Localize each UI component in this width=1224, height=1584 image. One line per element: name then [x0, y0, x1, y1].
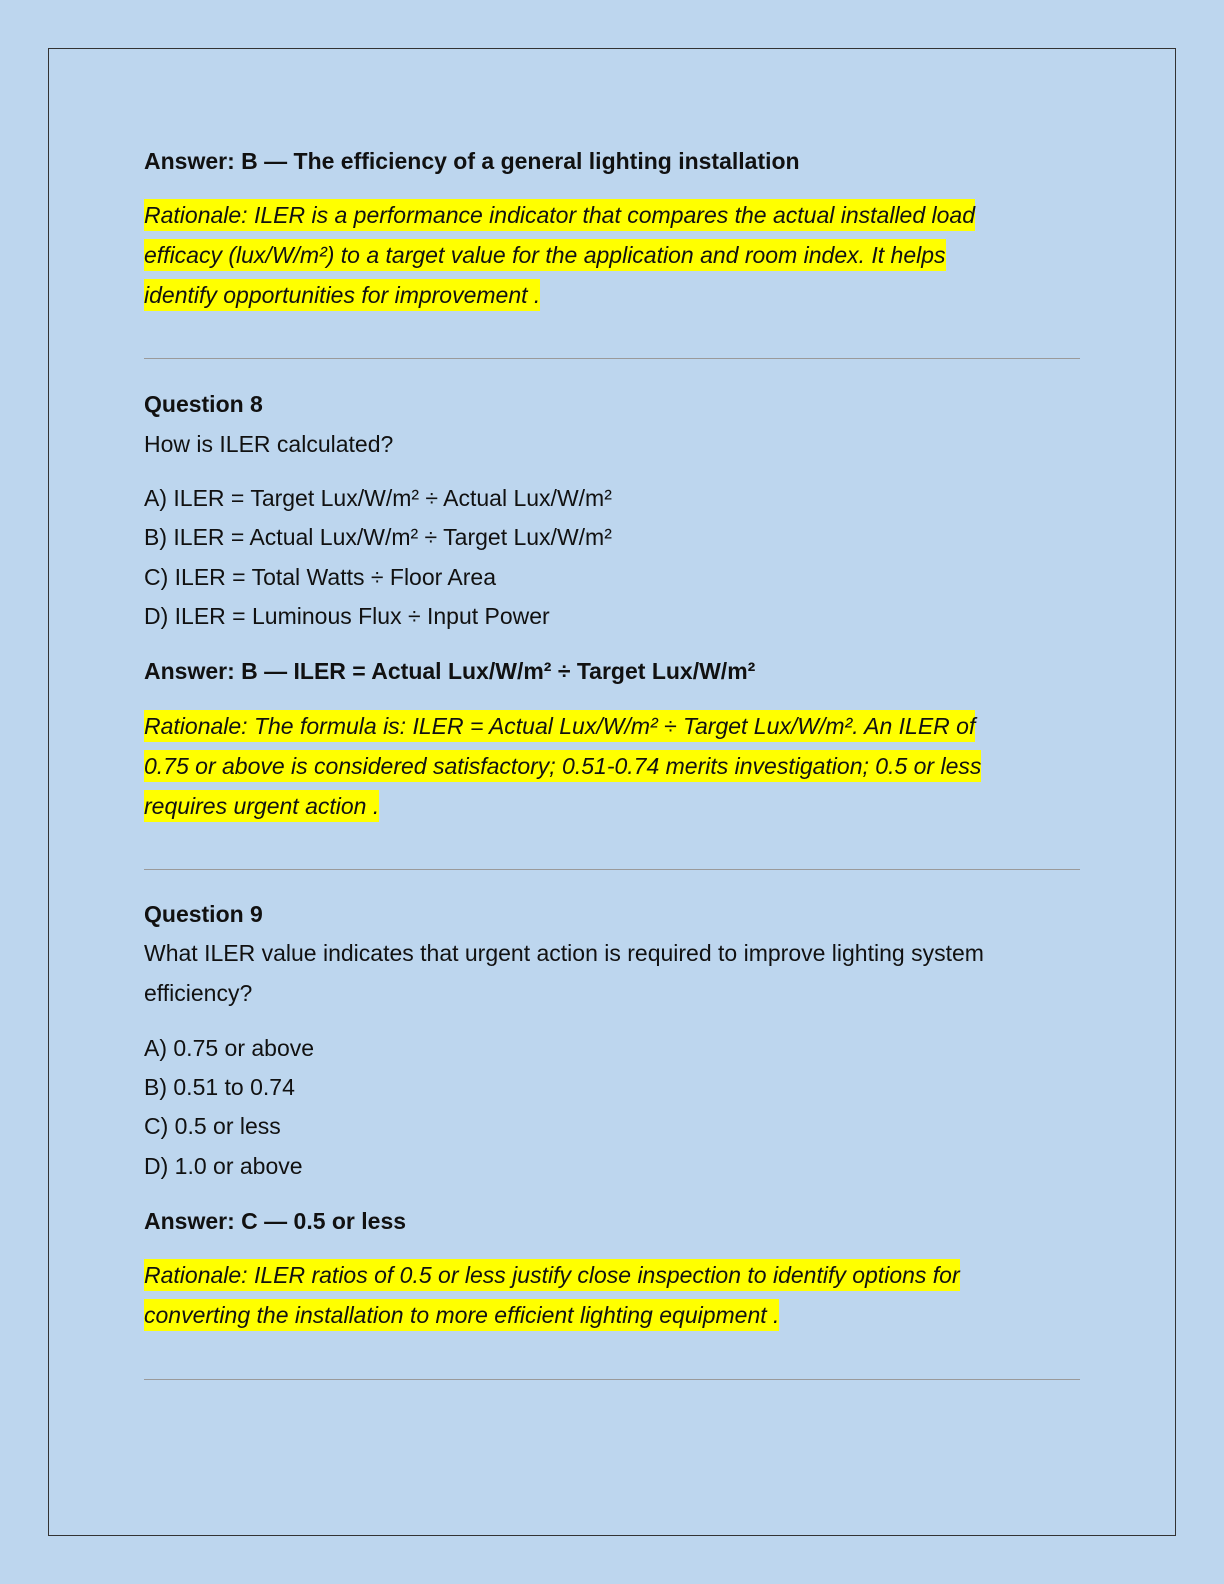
- q7-rationale-line-2: efficacy (lux/W/m²) to a target value for the application and room index. It helps: [144, 239, 946, 271]
- q8-title: Question 8: [144, 391, 263, 417]
- divider-2: [144, 869, 1080, 870]
- q8-answer: Answer: B — ILER = Actual Lux/W/m² ÷ Target Lux/W/m²: [144, 658, 756, 684]
- q7-rationale-line-1: Rationale: ILER is a performance indicator that compares the actual installed load: [144, 199, 975, 231]
- q9-answer: Answer: C — 0.5 or less: [144, 1208, 407, 1234]
- q8-rationale: [144, 706, 1080, 826]
- q9-rationale-line-2: converting the installation to more efficient lighting equipment .: [144, 1299, 779, 1331]
- q9-title: Question 9: [144, 901, 263, 927]
- divider-3: [144, 1379, 1080, 1380]
- q8-rationale-line-2: 0.75 or above is considered satisfactory; 0.51-0.74 merits investigation; 0.5 or less: [144, 750, 981, 782]
- q8-option-b: B) ILER = Actual Lux/W/m² ÷ Target Lux/W/m²: [144, 524, 612, 550]
- q9-question-line-2: efficiency?: [144, 980, 253, 1006]
- q8-option-a: A) ILER = Target Lux/W/m² ÷ Actual Lux/W/m²: [144, 485, 612, 511]
- q8-option-d: D) ILER = Luminous Flux ÷ Input Power: [144, 603, 550, 629]
- q9-option-d: D) 1.0 or above: [144, 1153, 303, 1179]
- q8-rationale-line-1: Rationale: The formula is: ILER = Actual Lux/W/m² ÷ Target Lux/W/m². An ILER of: [144, 710, 975, 742]
- q9-rationale: [144, 1255, 1080, 1335]
- q7-rationale-line-3: identify opportunities for improvement .: [144, 279, 540, 311]
- q9-option-b: B) 0.51 to 0.74: [144, 1074, 295, 1100]
- q7-answer: Answer: B — The efficiency of a general lighting installation: [144, 148, 800, 174]
- q9-option-c: C) 0.5 or less: [144, 1113, 281, 1139]
- divider-1: [144, 358, 1080, 359]
- q9-rationale-line-1: Rationale: ILER ratios of 0.5 or less justify close inspection to identify options for: [144, 1259, 960, 1291]
- q8-rationale-line-3: requires urgent action .: [144, 790, 379, 822]
- q7-rationale: [144, 195, 1080, 315]
- q8-option-c: C) ILER = Total Watts ÷ Floor Area: [144, 564, 496, 590]
- q9-option-a: A) 0.75 or above: [144, 1035, 315, 1061]
- q9-question-line-1: What ILER value indicates that urgent action is required to improve lighting system: [144, 940, 984, 966]
- q8-question: How is ILER calculated?: [144, 431, 394, 457]
